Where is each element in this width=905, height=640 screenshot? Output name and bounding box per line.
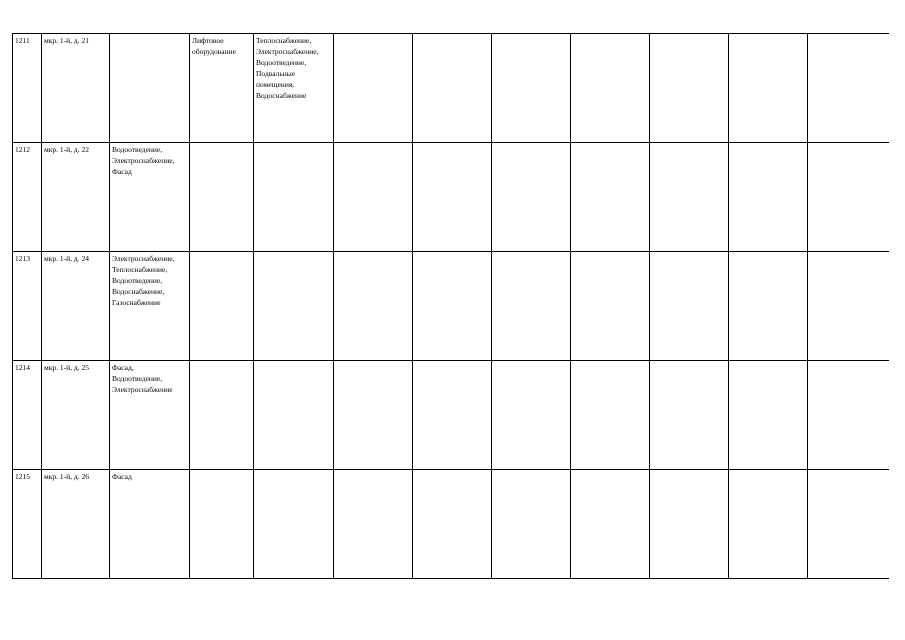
empty-cell [808, 470, 889, 579]
empty-cell [492, 34, 571, 143]
table-row [13, 470, 889, 579]
row-number-cell-text: 1214 [15, 363, 30, 372]
empty-cell [492, 252, 571, 361]
equipment-cell [190, 252, 254, 361]
empty-cell [413, 361, 492, 470]
works-cell-text: Электроснабжение, Теплоснабжение, Водоотведение, Водоснабжение, Газоснабжение [112, 254, 175, 307]
empty-cell [492, 361, 571, 470]
systems-cell [254, 143, 334, 252]
address-cell-text: мкр. 1-й, д. 26 [44, 472, 89, 481]
address-cell-text: мкр. 1-й, д. 25 [44, 363, 89, 372]
empty-cell [334, 361, 413, 470]
equipment-cell [190, 34, 254, 143]
row-number-cell-text: 1211 [15, 36, 30, 45]
works-cell [110, 252, 190, 361]
empty-cell [492, 143, 571, 252]
empty-cell [729, 252, 808, 361]
address-cell-text: мкр. 1-й, д. 21 [44, 36, 89, 45]
equipment-cell [190, 361, 254, 470]
works-cell-text: Фасад [112, 472, 132, 481]
empty-cell [571, 361, 650, 470]
works-cell-text: Фасад, Водоотведение, Электроснабжение [112, 363, 173, 394]
empty-cell [650, 361, 729, 470]
empty-cell [808, 34, 889, 143]
row-number-cell [13, 361, 42, 470]
empty-cell [650, 34, 729, 143]
empty-cell [413, 143, 492, 252]
row-number-cell [13, 470, 42, 579]
equipment-cell-text: Лифтовое оборудование [192, 36, 236, 56]
systems-cell [254, 361, 334, 470]
systems-cell [254, 470, 334, 579]
empty-cell [729, 143, 808, 252]
empty-cell [808, 361, 889, 470]
empty-cell [334, 252, 413, 361]
registry-table [12, 33, 889, 579]
address-cell [42, 470, 110, 579]
table-body [13, 34, 889, 579]
empty-cell [413, 470, 492, 579]
table-row [13, 252, 889, 361]
empty-cell [334, 470, 413, 579]
empty-cell [571, 470, 650, 579]
systems-cell-text: Теплоснабжение, Электроснабжение, Водоотведение, Подвальные помещения, Водоснабжение [256, 36, 319, 100]
works-cell [110, 34, 190, 143]
empty-cell [492, 470, 571, 579]
empty-cell [729, 34, 808, 143]
empty-cell [413, 252, 492, 361]
equipment-cell [190, 143, 254, 252]
systems-cell [254, 252, 334, 361]
equipment-cell [190, 470, 254, 579]
row-number-cell [13, 34, 42, 143]
empty-cell [571, 34, 650, 143]
address-cell [42, 34, 110, 143]
empty-cell [334, 143, 413, 252]
row-number-cell-text: 1212 [15, 145, 30, 154]
works-cell [110, 361, 190, 470]
empty-cell [808, 252, 889, 361]
empty-cell [650, 470, 729, 579]
address-cell [42, 143, 110, 252]
empty-cell [650, 252, 729, 361]
row-number-cell [13, 143, 42, 252]
row-number-cell-text: 1213 [15, 254, 30, 263]
works-cell-text: Водоотведение, Электроснабжение, Фасад [112, 145, 175, 176]
address-cell-text: мкр. 1-й, д. 22 [44, 145, 89, 154]
empty-cell [650, 143, 729, 252]
table-row [13, 34, 889, 143]
works-cell [110, 143, 190, 252]
empty-cell [571, 252, 650, 361]
empty-cell [334, 34, 413, 143]
address-cell [42, 361, 110, 470]
empty-cell [413, 34, 492, 143]
row-number-cell-text: 1215 [15, 472, 30, 481]
empty-cell [571, 143, 650, 252]
works-cell [110, 470, 190, 579]
row-number-cell [13, 252, 42, 361]
empty-cell [729, 470, 808, 579]
empty-cell [808, 143, 889, 252]
systems-cell [254, 34, 334, 143]
address-cell [42, 252, 110, 361]
address-cell-text: мкр. 1-й, д. 24 [44, 254, 89, 263]
table-row [13, 361, 889, 470]
table-row [13, 143, 889, 252]
empty-cell [729, 361, 808, 470]
